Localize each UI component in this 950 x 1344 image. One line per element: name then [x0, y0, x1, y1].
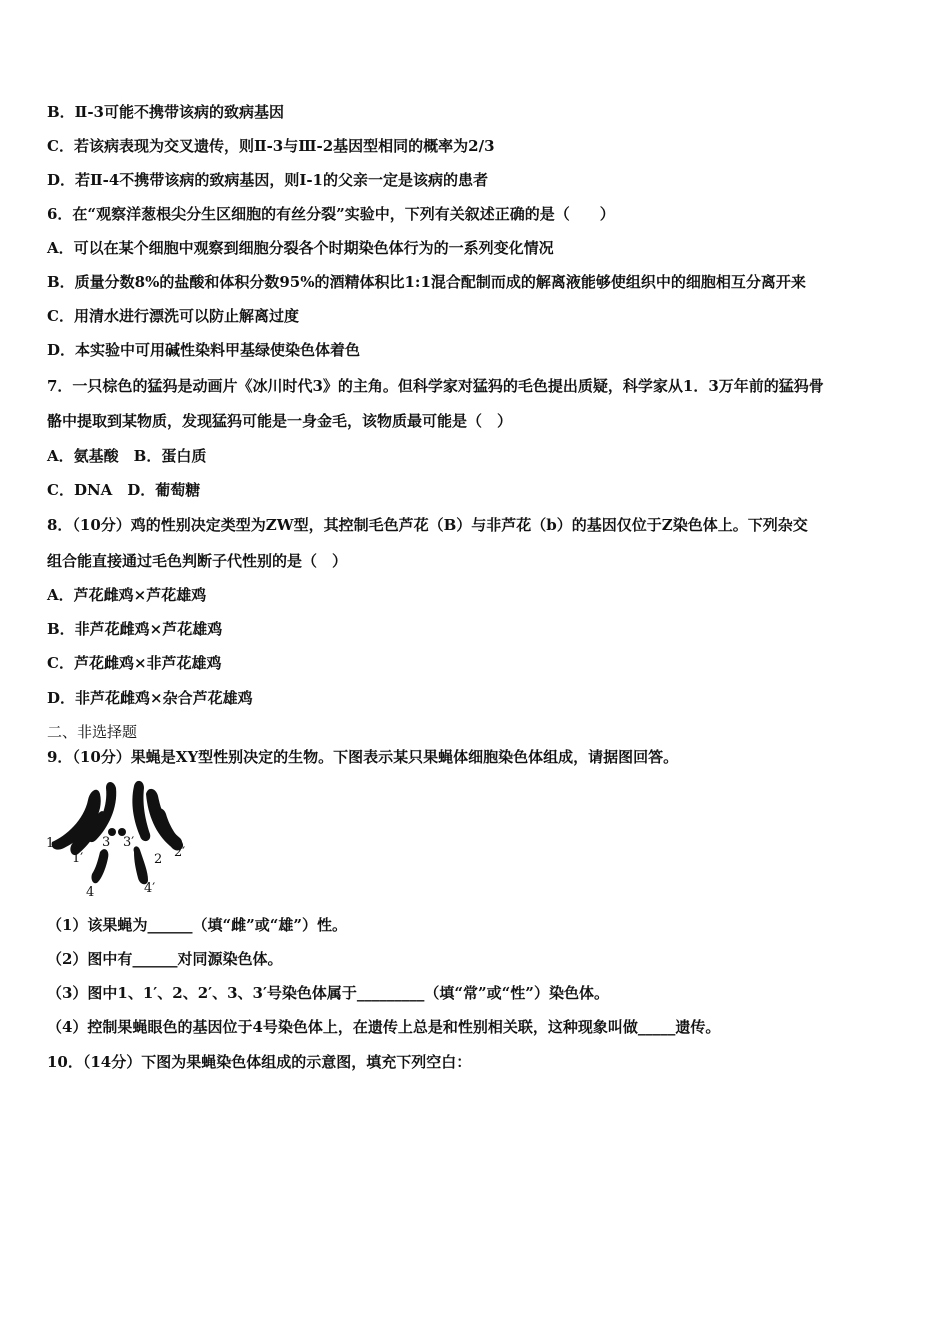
- option-c-q5: C．若该病表现为交叉遗传，则Ⅱ-3与Ⅲ-2基因型相同的概率为2/3: [47, 137, 495, 155]
- option-b-q8: B．非芦花雌鸡×芦花雄鸡: [47, 620, 223, 638]
- label-2-prime: 2′: [174, 845, 186, 860]
- label-3-prime: 3′: [123, 835, 135, 850]
- option-b-q5: B．Ⅱ-3可能不携带该病的致病基因: [47, 103, 284, 121]
- question-9-part-2: （2）图中有______对同源染色体。: [47, 950, 283, 968]
- option-a-q6: A．可以在某个细胞中观察到细胞分裂各个时期染色体行为的一系列变化情况: [47, 239, 554, 257]
- question-9-part-1: （1）该果蝇为______（填“雌”或“雄”）性。: [47, 916, 347, 934]
- option-c-q6: C．用清水进行漂洗可以防止解离过度: [47, 307, 299, 325]
- question-9-part-4: （4）控制果蝇眼色的基因位于4号染色体上，在遗传上总是和性别相关联，这种现象叫做_____遗传。: [47, 1018, 721, 1036]
- label-1: 1: [46, 836, 55, 851]
- label-2: 2: [154, 852, 163, 867]
- option-c-q8: C．芦花雌鸡×非芦花雄鸡: [47, 654, 222, 672]
- question-8-stem-line2: 组合能直接通过毛色判断子代性别的是（ ）: [47, 552, 348, 570]
- question-7-stem-line1: 7．一只棕色的猛犸是动画片《冰川时代3》的主角。但科学家对猛犸的毛色提出质疑，科学家从1．3万年前的猛犸骨: [47, 377, 824, 395]
- question-7-stem-line2: 骼中提取到某物质，发现猛犸可能是一身金毛，该物质最可能是（ ）: [47, 412, 513, 430]
- option-d-q5: D．若Ⅱ-4不携带该病的致病基因，则Ⅰ-1的父亲一定是该病的患者: [47, 171, 488, 189]
- question-10-stem: 10．（14分）下图为果蝇染色体组成的示意图，填充下列空白：: [47, 1053, 472, 1071]
- option-d-q6: D．本实验中可用碱性染料甲基绿使染色体着色: [47, 341, 361, 359]
- option-b-q6: B．质量分数8%的盐酸和体积分数95%的酒精体积比1:1混合配制而成的解离液能够使组织中的细胞相互分离开来: [47, 273, 806, 291]
- label-4-prime: 4′: [144, 881, 156, 896]
- question-8-stem-line1: 8．（10分）鸡的性别决定类型为ZW型，其控制毛色芦花（B）与非芦花（b）的基因仅位于Z染色体上。下列杂交: [47, 516, 808, 534]
- chromosome-4: [91, 849, 108, 883]
- options-ab-q7: A．氨基酸 B．蛋白质: [47, 447, 207, 465]
- option-a-q8: A．芦花雌鸡×芦花雄鸡: [47, 586, 207, 604]
- question-9-part-3: （3）图中1、1′、2、2′、3、3′号染色体属于_________（填“常”或“性”）染色体。: [47, 984, 609, 1002]
- chromosome-3-prime: [132, 781, 150, 841]
- label-4: 4: [86, 885, 95, 900]
- options-cd-q7: C．DNA D．葡萄糖: [47, 481, 201, 499]
- chromosome-4-prime: [134, 846, 148, 884]
- label-3: 3: [102, 835, 111, 850]
- label-1-prime: 1′: [72, 851, 84, 866]
- question-9-stem: 9．（10分）果蝇是XY型性别决定的生物。下图表示某只果蝇体细胞染色体组成，请据图回答。: [47, 748, 679, 766]
- chromosome-diagram: [44, 776, 194, 900]
- question-6-stem: 6．在“观察洋葱根尖分生区细胞的有丝分裂”实验中，下列有关叙述正确的是（ ）: [47, 205, 615, 223]
- option-d-q8: D．非芦花雌鸡×杂合芦花雄鸡: [47, 689, 253, 707]
- chromosome-figure: [44, 776, 194, 900]
- section-heading: 二、非选择题: [47, 723, 138, 741]
